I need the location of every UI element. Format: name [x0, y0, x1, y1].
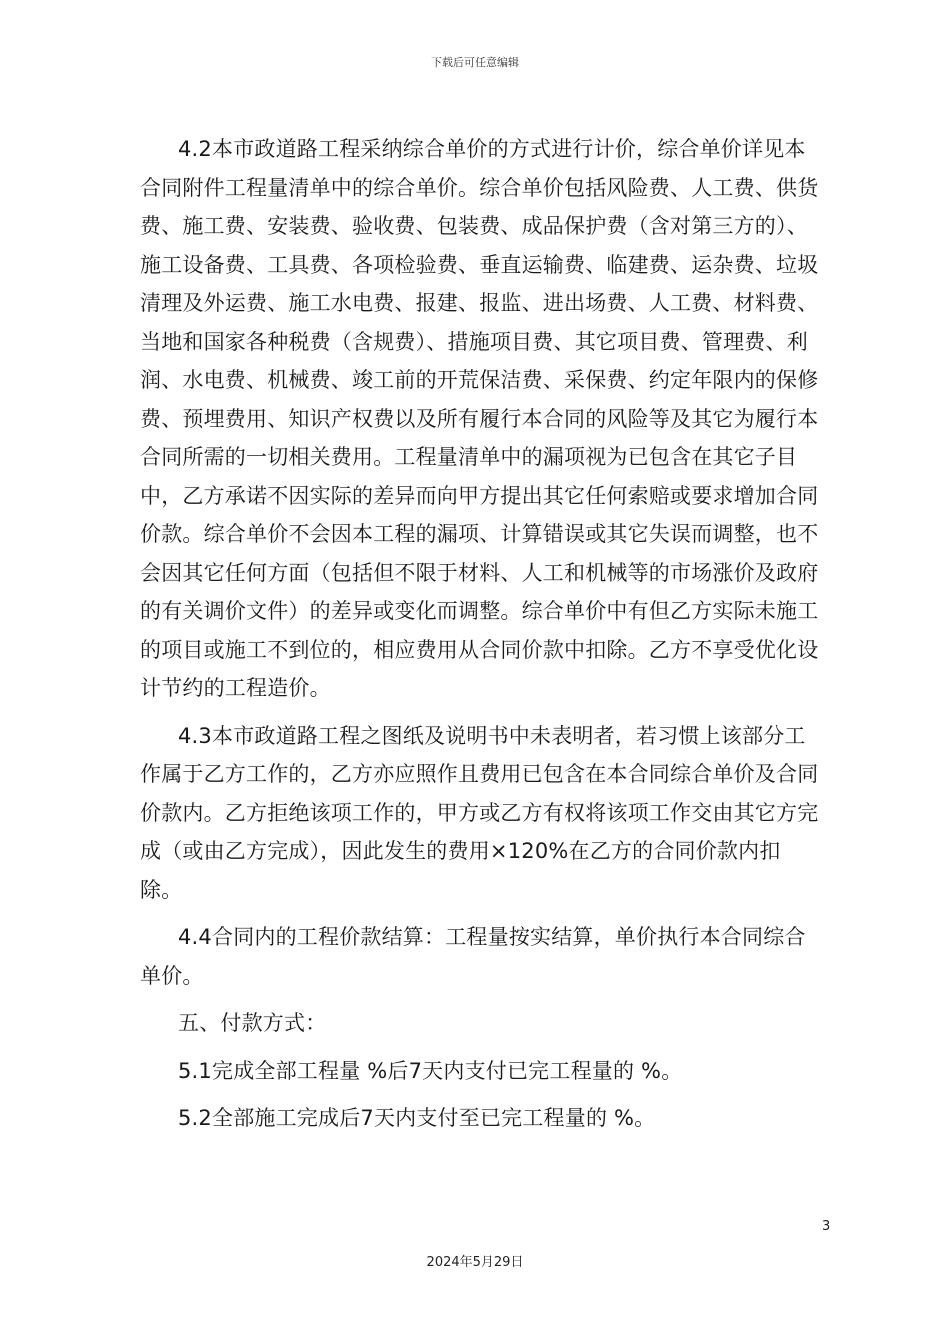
section-heading-payment: 五、付款方式：	[178, 1011, 327, 1035]
paragraph-5-2: 5.2全部施工完成后7天内支付至已完工程量的 %。	[178, 1106, 656, 1130]
paragraph-4-4: 4.4合同内的工程价款结算：工程量按实结算，单价执行本合同综合单价。	[140, 925, 806, 988]
paragraph-5-1: 5.1完成全部工程量 %后7天内支付已完工程量的 %。	[178, 1058, 683, 1083]
footer-date: 2024年5月29日	[426, 1255, 524, 1270]
document-body	[140, 130, 820, 1138]
paragraph-4-3: 4.3本市政道路工程之图纸及说明书中未表明者，若习惯上该部分工作属于乙方工作的，乙方亦应照作且费用已包含在本合同综合单价及合同价款内。乙方拒绝该项工作的，甲方或乙方有权将该项工作交由其它方完成（或由乙方完成），因此发生的费用×120%在乙方的合同价款内扣除。	[140, 723, 819, 902]
page-header: 下载后可任意编辑	[431, 56, 519, 69]
paragraph-4-2: 4.2本市政道路工程采纳综合单价的方式进行计价，综合单价详见本合同附件工程量清单中的综合单价。综合单价包括风险费、人工费、供货费、施工费、安装费、验收费、包装费、成品保护费（含对第三方的）、施工设备费、工具费、各项检验费、垂直运输费、临建费、运杂费、垃圾清理及外运费、施工水电费、报建、报监、进出场费、人工费、材料费、当地和国家各种税费（含规费）、措施项目费、其它项目费、管理费、利润、水电费、机械费、竣工前的开荒保洁费、采保费、约定年限内的保修费、预埋费用、知识产权费以及所有履行本合同的风险等及其它为履行本合同所需的一切相关费用。工程量清单中的漏项视为已包含在其它子目中，乙方承诺不因实际的差异而向甲方提出其它任何索赔或要求增加合同价款。综合单价不会因本工程的漏项、计算错误或其它失误而调整，也不会因其它任何方面（包括但不限于材料、人工和机械等的市场涨价及政府的有关调价文件）的差异或变化而调整。综合单价中有但乙方实际未施工的项目或施工不到位的，相应费用从合同价款中扣除。乙方不享受优化设计节约的工程造价。	[140, 137, 819, 700]
page-number: 3	[822, 1219, 831, 1234]
